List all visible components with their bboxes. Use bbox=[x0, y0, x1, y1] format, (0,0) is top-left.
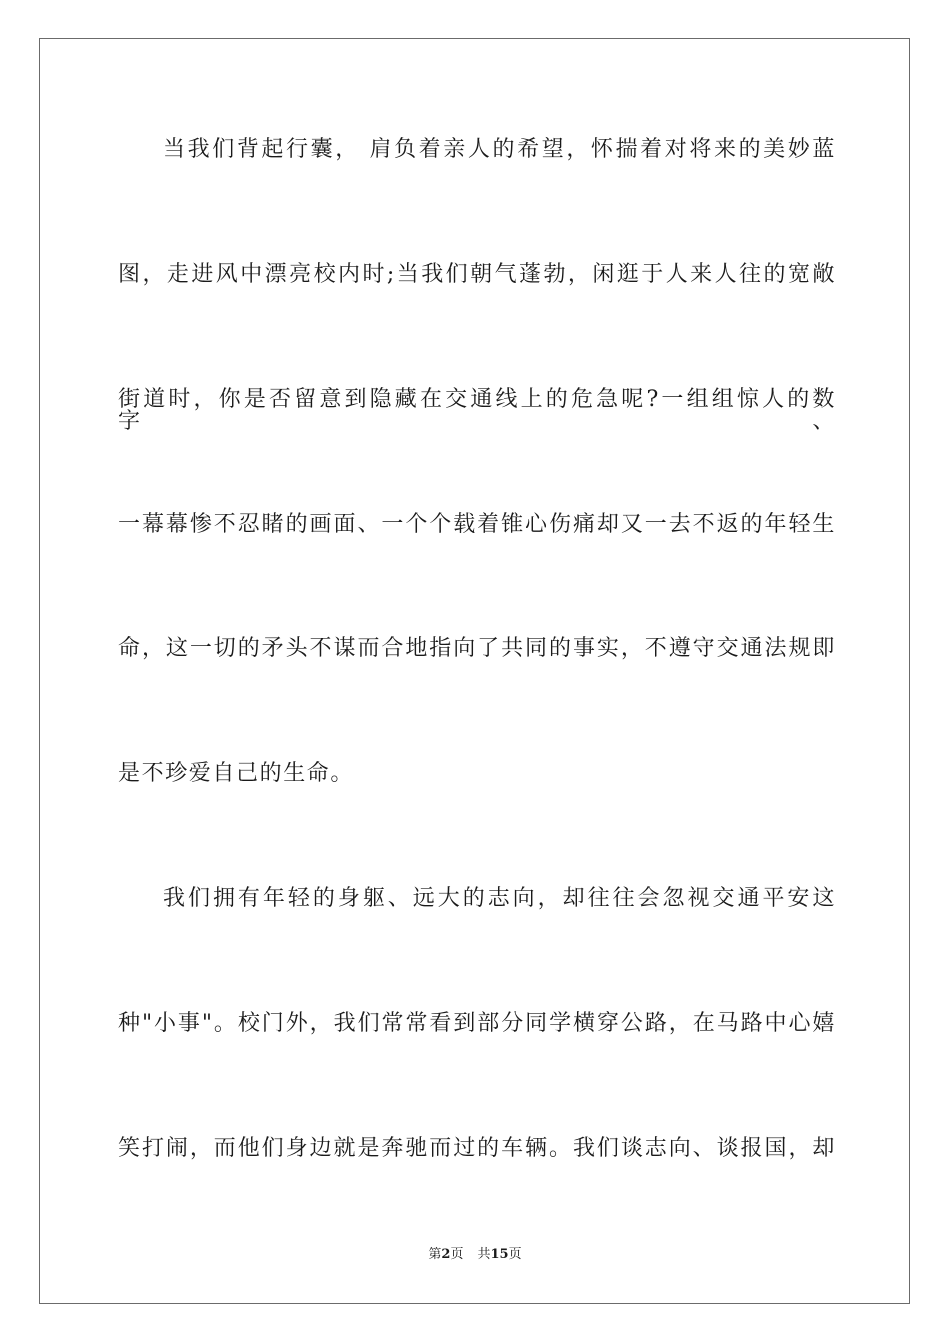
paragraph-1-line-2: 图，走进风中漂亮校内时;当我们朝气蓬勃，闲逛于人来人往的宽敞 bbox=[118, 262, 836, 287]
page-prefix: 第 bbox=[428, 1247, 442, 1262]
page-suffix: 页 bbox=[450, 1247, 464, 1262]
paragraph-2-line-3: 笑打闹，而他们身边就是奔驰而过的车辆。我们谈志向、谈报国，却 bbox=[118, 1136, 836, 1161]
page-current: 2 bbox=[441, 1247, 451, 1262]
total-suffix: 页 bbox=[508, 1247, 522, 1262]
page-total: 15 bbox=[490, 1247, 509, 1262]
paragraph-1-line-6: 是不珍爱自己的生命。 bbox=[118, 761, 355, 786]
paragraph-1-line-5: 命，这一切的矛头不谋而合地指向了共同的事实，不遵守交通法规即 bbox=[118, 636, 836, 661]
paragraph-1-line-4: 一幕幕惨不忍睹的画面、一个个载着锥心伤痛却又一去不返的年轻生 bbox=[118, 512, 836, 537]
total-prefix: 共 bbox=[477, 1247, 491, 1262]
page-footer bbox=[0, 1248, 950, 1261]
paragraph-2-line-2: 种"小事"。校门外，我们常常看到部分同学横穿公路，在马路中心嬉 bbox=[118, 1011, 836, 1036]
paragraph-1-line-3: 街道时，你是否留意到隐藏在交通线上的危急呢?一组组惊人的数字、 bbox=[118, 387, 836, 434]
page-frame bbox=[39, 38, 910, 1304]
paragraph-1-line-1: 当我们背起行囊， 肩负着亲人的希望，怀揣着对将来的美妙蓝 bbox=[163, 137, 836, 162]
paragraph-2-line-1: 我们拥有年轻的身躯、远大的志向，却往往会忽视交通平安这 bbox=[163, 886, 836, 911]
